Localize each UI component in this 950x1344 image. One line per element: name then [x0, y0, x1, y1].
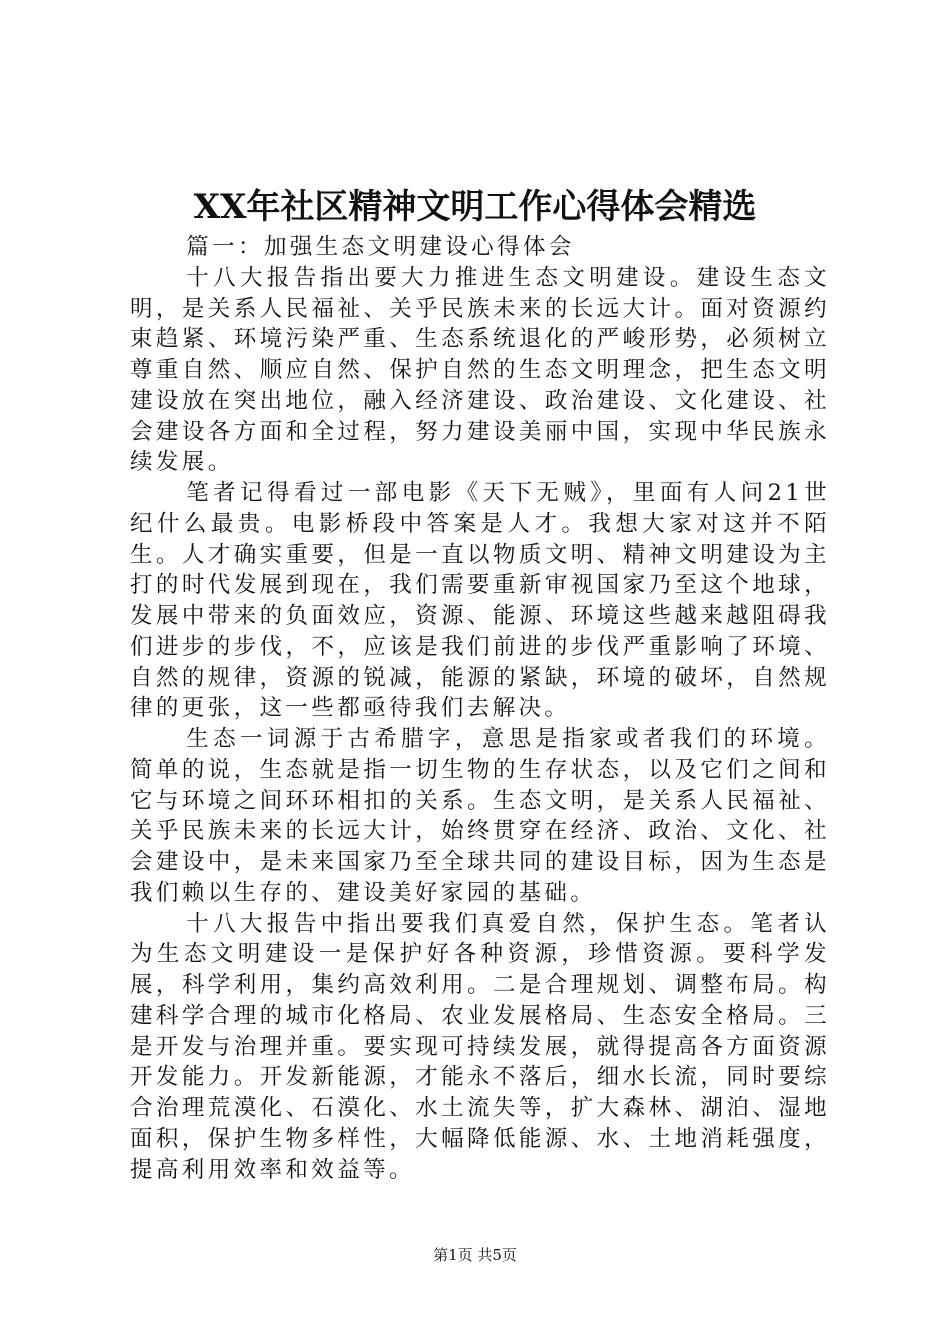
- section-heading: 篇一：加强生态文明建设心得体会: [186, 234, 575, 260]
- document-title: XX年社区精神文明工作心得体会精选: [193, 187, 757, 227]
- document-body: [130, 232, 830, 1185]
- paragraph-2: 笔者记得看过一部电影《天下无贼》，里面有人问21世纪什么最贵。电影桥段中答案是人才。我想大家对这并不陌生。人才确实重要，但是一直以物质文明、精神文明建设为主打的时代发展到现在，我们需要重新审视国家乃至这个地球，发展中带来的负面效应，资源、能源、环境这些越来越阻碍我们进步的步伐，不，应该是我们前进的步伐严重影响了环境、自然的规律，资源的锐减，能源的紧缺，环境的破坏，自然规律的更张，这一些都亟待我们去解决。: [130, 480, 830, 722]
- paragraph-3: 生态一词源于古希腊字，意思是指家或者我们的环境。简单的说，生态就是指一切生物的生存状态，以及它们之间和它与环境之间环环相扣的关系。生态文明，是关系人民福祉、关乎民族未来的长远大计，始终贯穿在经济、政治、文化、社会建设中，是未来国家乃至全球共同的建设目标，因为生态是我们赖以生存的、建设美好家园的基础。: [130, 726, 830, 906]
- paragraph-4: 十八大报告中指出要我们真爱自然，保护生态。笔者认为生态文明建设一是保护好各种资源，珍惜资源。要科学发展，科学利用，集约高效利用。二是合理规划、调整布局。构建科学合理的城市化格局、农业发展格局、生态安全格局。三是开发与治理并重。要实现可持续发展，就得提高各方面资源开发能力。开发新能源，才能永不落后，细水长流，同时要综合治理荒漠化、石漠化、水土流失等，扩大森林、湖泊、湿地面积，保护生物多样性，大幅降低能源、水、土地消耗强度，提高利用效率和效益等。: [130, 910, 830, 1183]
- paragraph-1: 十八大报告指出要大力推进生态文明建设。建设生态文明，是关系人民福祉、关乎民族未来的长远大计。面对资源约束趋紧、环境污染严重、生态系统退化的严峻形势，必须树立尊重自然、顺应自然、保护自然的生态文明理念，把生态文明建设放在突出地位，融入经济建设、政治建设、文化建设、社会建设各方面和全过程，努力建设美丽中国，实现中华民族永续发展。: [130, 264, 830, 476]
- page-number-footer: 第1页 共5页: [433, 1246, 517, 1264]
